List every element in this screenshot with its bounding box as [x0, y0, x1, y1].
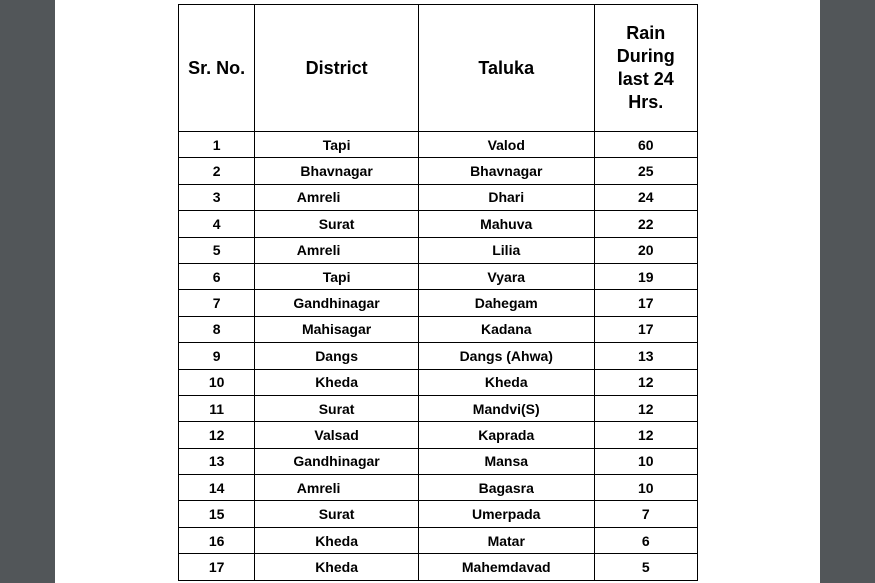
cell-sr: 13 — [179, 448, 255, 474]
cell-taluka: Mahuva — [418, 211, 594, 237]
cell-rain: 24 — [594, 184, 697, 210]
cell-taluka: Matar — [418, 527, 594, 553]
cell-sr: 14 — [179, 475, 255, 501]
table-row — [179, 343, 698, 369]
cell-taluka: Kaprada — [418, 422, 594, 448]
header-sr-no: Sr. No. — [179, 5, 255, 132]
rainfall-table — [178, 4, 698, 581]
cell-sr: 6 — [179, 263, 255, 289]
header-rain — [594, 5, 697, 132]
table-row — [179, 554, 698, 580]
table-header-row — [179, 5, 698, 132]
cell-district: Tapi — [255, 132, 419, 158]
cell-rain: 60 — [594, 132, 697, 158]
cell-taluka: Bhavnagar — [418, 158, 594, 184]
cell-sr: 10 — [179, 369, 255, 395]
cell-taluka: Dhari — [418, 184, 594, 210]
cell-rain: 10 — [594, 475, 697, 501]
cell-district: Mahisagar — [255, 316, 419, 342]
cell-district: Amreli — [255, 184, 419, 210]
document-page — [55, 0, 820, 583]
cell-district: Kheda — [255, 527, 419, 553]
cell-rain: 12 — [594, 395, 697, 421]
cell-taluka: Mansa — [418, 448, 594, 474]
table-row — [179, 501, 698, 527]
cell-district: Kheda — [255, 554, 419, 580]
table-row — [179, 395, 698, 421]
cell-taluka: Dangs (Ahwa) — [418, 343, 594, 369]
cell-district: Surat — [255, 395, 419, 421]
table-row — [179, 132, 698, 158]
cell-district: Kheda — [255, 369, 419, 395]
table-row — [179, 237, 698, 263]
table-row — [179, 475, 698, 501]
header-rain-line: last 24 — [617, 69, 674, 89]
cell-rain: 20 — [594, 237, 697, 263]
cell-sr: 16 — [179, 527, 255, 553]
cell-sr: 4 — [179, 211, 255, 237]
cell-sr: 12 — [179, 422, 255, 448]
cell-taluka: Mandvi(S) — [418, 395, 594, 421]
cell-rain: 22 — [594, 211, 697, 237]
header-taluka: Taluka — [418, 5, 594, 132]
cell-sr: 1 — [179, 132, 255, 158]
table-row — [179, 263, 698, 289]
cell-rain: 7 — [594, 501, 697, 527]
cell-district: Amreli — [255, 237, 419, 263]
table-row — [179, 369, 698, 395]
table-row — [179, 527, 698, 553]
header-district: District — [255, 5, 419, 132]
cell-taluka: Lilia — [418, 237, 594, 263]
cell-sr: 5 — [179, 237, 255, 263]
cell-rain: 5 — [594, 554, 697, 580]
cell-taluka: Mahemdavad — [418, 554, 594, 580]
header-rain-line: Hrs. — [628, 92, 664, 112]
table-row — [179, 184, 698, 210]
cell-taluka: Valod — [418, 132, 594, 158]
cell-sr: 8 — [179, 316, 255, 342]
cell-taluka: Bagasra — [418, 475, 594, 501]
cell-district: Bhavnagar — [255, 158, 419, 184]
cell-taluka: Umerpada — [418, 501, 594, 527]
table-row — [179, 422, 698, 448]
table-row — [179, 316, 698, 342]
cell-district: Gandhinagar — [255, 448, 419, 474]
cell-district: Tapi — [255, 263, 419, 289]
cell-district: Amreli — [255, 475, 419, 501]
cell-sr: 9 — [179, 343, 255, 369]
table-row — [179, 448, 698, 474]
cell-taluka: Kadana — [418, 316, 594, 342]
header-rain-line: Rain — [626, 23, 666, 43]
cell-taluka: Dahegam — [418, 290, 594, 316]
cell-sr: 7 — [179, 290, 255, 316]
header-rain-line: During — [616, 46, 675, 66]
cell-sr: 3 — [179, 184, 255, 210]
cell-district: Dangs — [255, 343, 419, 369]
cell-rain: 25 — [594, 158, 697, 184]
cell-taluka: Vyara — [418, 263, 594, 289]
cell-district: Valsad — [255, 422, 419, 448]
cell-district: Gandhinagar — [255, 290, 419, 316]
cell-rain: 10 — [594, 448, 697, 474]
table-row — [179, 290, 698, 316]
cell-sr: 2 — [179, 158, 255, 184]
cell-district: Surat — [255, 211, 419, 237]
cell-sr: 17 — [179, 554, 255, 580]
cell-rain: 17 — [594, 316, 697, 342]
cell-district: Surat — [255, 501, 419, 527]
cell-rain: 19 — [594, 263, 697, 289]
cell-taluka: Kheda — [418, 369, 594, 395]
cell-sr: 11 — [179, 395, 255, 421]
cell-sr: 15 — [179, 501, 255, 527]
cell-rain: 12 — [594, 422, 697, 448]
cell-rain: 17 — [594, 290, 697, 316]
cell-rain: 13 — [594, 343, 697, 369]
cell-rain: 6 — [594, 527, 697, 553]
cell-rain: 12 — [594, 369, 697, 395]
table-row — [179, 211, 698, 237]
table-row — [179, 158, 698, 184]
